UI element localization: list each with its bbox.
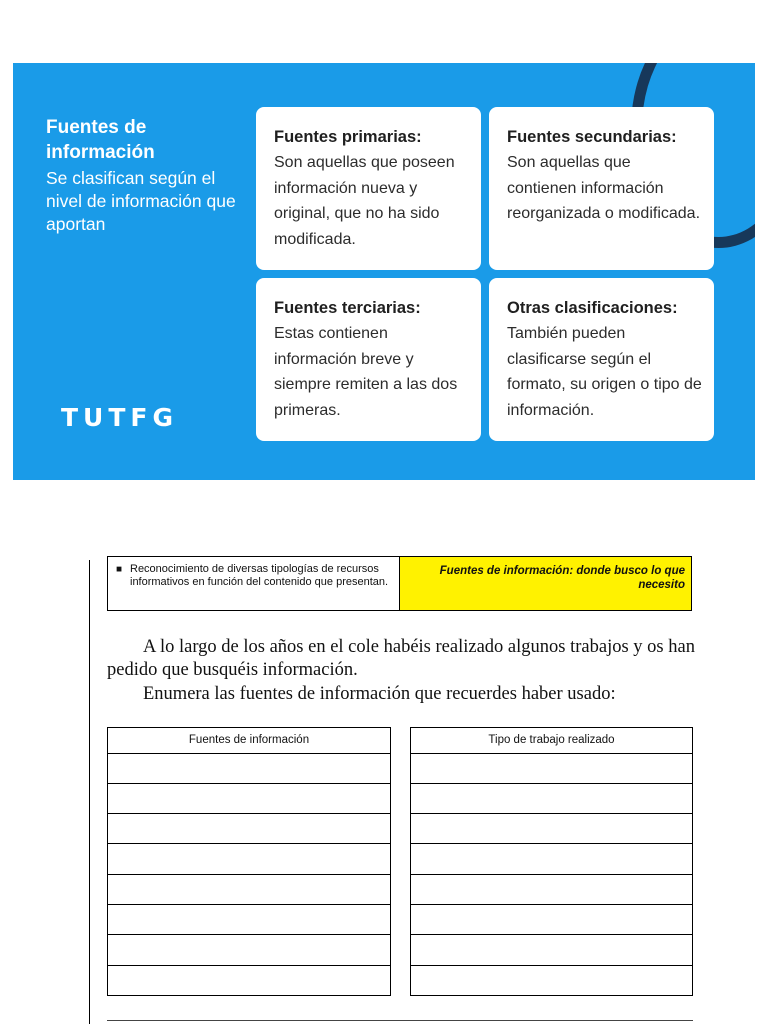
work-type-answer-cell[interactable] bbox=[411, 935, 693, 965]
card-body: Son aquellas que contienen información reorganizada o modificada. bbox=[507, 154, 701, 222]
work-type-answer-cell[interactable] bbox=[411, 874, 693, 904]
instruction-paragraph: A lo largo de los años en el cole habéis realizado algunos trabajos y os han pedido que busquéis información. bbox=[107, 637, 695, 680]
tutfg-logo: TUTFG bbox=[61, 403, 179, 432]
bottom-rule bbox=[107, 1020, 693, 1021]
slide-intro bbox=[46, 115, 251, 236]
info-sources-slide bbox=[13, 63, 755, 480]
card-title: Fuentes primarias: bbox=[274, 128, 422, 146]
activity-title-cell bbox=[399, 557, 691, 610]
sources-column-header: Fuentes de información bbox=[108, 728, 391, 754]
work-type-column-header: Tipo de trabajo realizado bbox=[411, 728, 693, 754]
objective-text: Reconocimiento de diversas tipologías de recursos informativos en función del contenido que presentan. bbox=[130, 563, 389, 588]
objective-cell bbox=[108, 557, 399, 610]
card-body: También pueden clasificarse según el formato, su origen o tipo de información. bbox=[507, 325, 702, 419]
sources-answer-cell[interactable] bbox=[108, 814, 391, 844]
card-secondary-sources bbox=[489, 107, 714, 270]
sources-answer-cell[interactable] bbox=[108, 783, 391, 813]
margin-line bbox=[89, 560, 90, 1024]
work-type-answer-cell[interactable] bbox=[411, 905, 693, 935]
work-type-table bbox=[410, 727, 693, 996]
card-title: Otras clasificaciones: bbox=[507, 299, 678, 317]
sources-answer-cell[interactable] bbox=[108, 753, 391, 783]
card-title: Fuentes secundarias: bbox=[507, 128, 677, 146]
work-type-answer-cell[interactable] bbox=[411, 844, 693, 874]
sources-answer-cell[interactable] bbox=[108, 965, 391, 995]
sources-answer-cell[interactable] bbox=[108, 874, 391, 904]
card-title: Fuentes terciarias: bbox=[274, 299, 421, 317]
slide-subtitle: Se clasifican según el nivel de información que aportan bbox=[46, 168, 236, 234]
work-type-answer-cell[interactable] bbox=[411, 965, 693, 995]
activity-title: Fuentes de información: donde busco lo que necesito bbox=[439, 565, 685, 591]
card-tertiary-sources bbox=[256, 278, 481, 441]
sources-answer-cell[interactable] bbox=[108, 905, 391, 935]
work-type-answer-cell[interactable] bbox=[411, 814, 693, 844]
slide-title: Fuentes de información bbox=[46, 117, 155, 163]
card-other-classifications bbox=[489, 278, 714, 441]
sources-answer-cell[interactable] bbox=[108, 844, 391, 874]
sources-table bbox=[107, 727, 391, 996]
card-body: Son aquellas que poseen información nueva y original, que no ha sido modificada. bbox=[274, 154, 455, 248]
task-prompt: Enumera las fuentes de información que recuerdes haber usado: bbox=[143, 684, 616, 704]
card-body: Estas contienen información breve y siempre remiten a las dos primeras. bbox=[274, 325, 458, 419]
work-type-answer-cell[interactable] bbox=[411, 783, 693, 813]
work-type-answer-cell[interactable] bbox=[411, 753, 693, 783]
bullet-icon: ■ bbox=[116, 564, 123, 575]
sources-answer-cell[interactable] bbox=[108, 935, 391, 965]
card-primary-sources bbox=[256, 107, 481, 270]
